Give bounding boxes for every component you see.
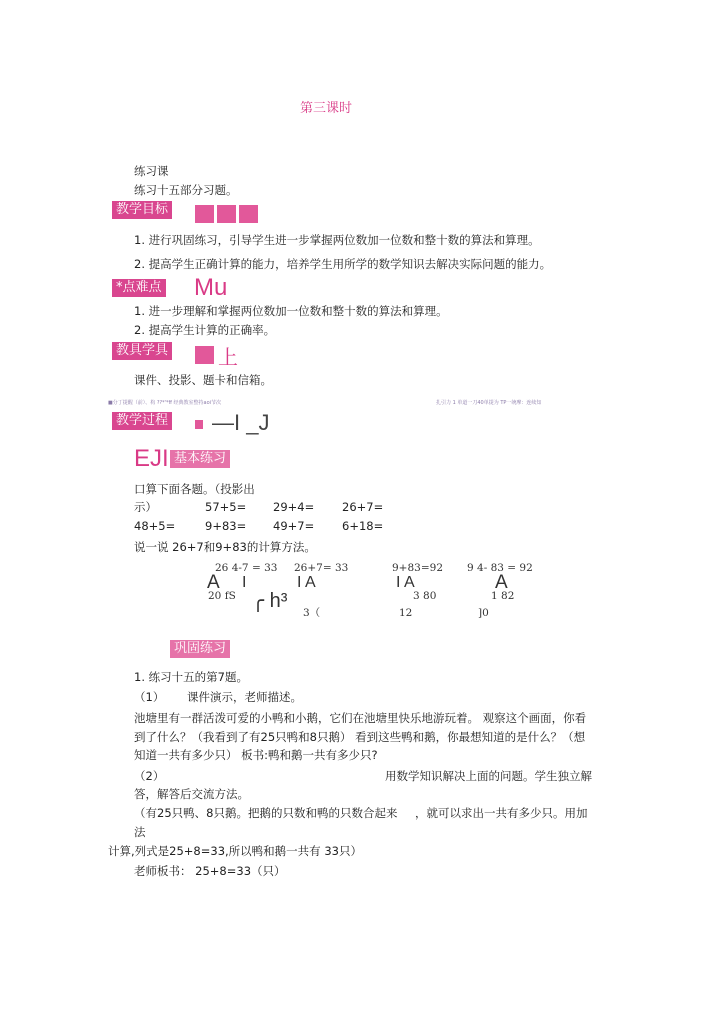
tools-label: 教具学具 bbox=[112, 342, 172, 360]
method-mark: A bbox=[207, 572, 220, 593]
step-text-cont: 答，解答后交流方法。 bbox=[134, 787, 249, 801]
problem: 57+5= bbox=[205, 500, 247, 514]
answer-line: ，就可以求出一共有多少只。用加 bbox=[415, 806, 588, 820]
method-sub: ╭ h³ bbox=[252, 590, 288, 612]
step-text: 课件演示，老师描述。 bbox=[187, 690, 302, 704]
problem: 9+83= bbox=[205, 519, 247, 533]
tools-artifact: 上 bbox=[218, 347, 238, 369]
lesson-content: 练习十五部分习题。 bbox=[134, 183, 238, 197]
method-sub: 20 fS bbox=[208, 590, 236, 602]
header-noise-right: 扎引力 1 单道一刀40单提为 TP一统摩：连续知 bbox=[436, 400, 542, 406]
key-point-item: 2. 提高学生计算的正确率。 bbox=[134, 323, 276, 337]
method-sub: 3 80 bbox=[413, 590, 437, 602]
decor-block bbox=[195, 346, 214, 364]
method-equation: 9+83=92 bbox=[392, 562, 443, 574]
explain-text: 说一说 26+7和9+83的计算方法。 bbox=[134, 540, 316, 554]
method-equation: 26 4-7 = 33 bbox=[215, 562, 278, 574]
method-equation: 26+7= 33 bbox=[294, 562, 349, 574]
basic-practice-label: 基本练习 bbox=[170, 450, 230, 468]
key-point-item: 1. 进一步理解和掌握两位数加一位数和整十数的算法和算理。 bbox=[134, 304, 448, 318]
paragraph-line: 知道一共有多少只） 板书:鸭和鹅一共有多少只? bbox=[134, 748, 378, 762]
problem: 48+5= bbox=[134, 519, 176, 533]
answer-line: 法 bbox=[134, 825, 146, 839]
decor-block bbox=[195, 420, 203, 429]
goal-item: 2. 提高学生正确计算的能力，培养学生用所学的数学知识去解决实际问题的能力。 bbox=[134, 257, 552, 271]
process-label: 教学过程 bbox=[112, 412, 172, 430]
decor-block bbox=[239, 205, 258, 223]
answer-line: 计算,列式是25+8=33,所以鸭和鹅一共有 33只） bbox=[108, 844, 362, 858]
practice-prompt-cont: 示） bbox=[134, 500, 157, 514]
step-number: （1） bbox=[134, 690, 165, 704]
decor-block bbox=[217, 205, 236, 223]
method-sub: ]0 bbox=[478, 607, 489, 619]
practice-prompt: 口算下面各题。（投影出 bbox=[134, 482, 255, 496]
method-sub: 1 82 bbox=[491, 590, 515, 602]
board-writing: 老师板书： 25+8=33（只） bbox=[134, 864, 286, 878]
method-equation: 9 4- 83 = 92 bbox=[467, 562, 533, 574]
problem: 29+4= bbox=[273, 500, 315, 514]
step-number: （2） bbox=[134, 769, 165, 783]
decor-block bbox=[195, 205, 214, 223]
method-sub: 12 bbox=[399, 607, 413, 619]
lesson-title: 第三课时 bbox=[300, 101, 353, 116]
key-points-artifact: Mu bbox=[194, 274, 228, 301]
process-artifact: —I _J bbox=[212, 410, 270, 435]
header-noise-left: ■分丁提醒（前）、构 ??*'*ff 经典教室整持aoi节次 bbox=[108, 400, 222, 406]
method-mark: I A bbox=[396, 574, 415, 591]
paragraph-line: 池塘里有一群活泼可爱的小鸭和小鹅，它们在池塘里快乐地游玩着。 观察这个画面，你看 bbox=[134, 711, 587, 725]
consolidation-label: 巩固练习 bbox=[170, 640, 230, 658]
basic-practice-artifact: EJI bbox=[134, 445, 169, 472]
lesson-type: 练习课 bbox=[134, 164, 169, 178]
method-sub: 3（ bbox=[303, 607, 321, 619]
method-mark: I A bbox=[297, 574, 316, 591]
answer-line: （有25只鸭、8只鹅。把鹅的只数和鸭的只数合起来 bbox=[134, 806, 398, 820]
method-mark: I bbox=[242, 574, 247, 591]
goal-item: 1. 进行巩固练习，引导学生进一步掌握两位数加一位数和整十数的算法和算理。 bbox=[134, 233, 540, 247]
method-mark: A bbox=[495, 572, 508, 593]
goals-label: 教学目标 bbox=[112, 201, 172, 219]
tools-content: 课件、投影、题卡和信箱。 bbox=[134, 373, 272, 387]
exercise-title: 1. 练习十五的第7题。 bbox=[134, 670, 248, 684]
paragraph-line: 到了什么？（我看到了有25只鸭和8只鹅） 看到这些鸭和鹅，你最想知道的是什么？（想 bbox=[134, 730, 586, 744]
problem: 6+18= bbox=[342, 519, 384, 533]
problem: 49+7= bbox=[273, 519, 315, 533]
step-text: 用数学知识解决上面的问题。学生独立解 bbox=[385, 769, 592, 783]
problem: 26+7= bbox=[342, 500, 384, 514]
key-points-label: *点难点 bbox=[112, 279, 166, 297]
